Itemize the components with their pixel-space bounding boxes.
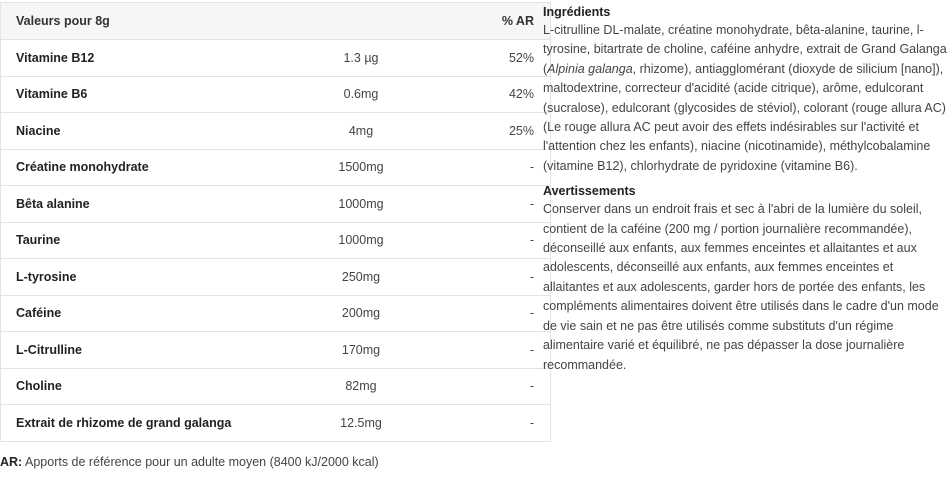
nutrient-ar: - [416, 405, 551, 442]
table-row [1, 368, 551, 405]
info-column [543, 4, 948, 375]
nutrient-amount: 4mg [306, 113, 416, 150]
nutrient-ar: - [416, 222, 551, 259]
warnings-section [543, 183, 948, 375]
nutrient-name: Niacine [1, 113, 307, 150]
nutrient-amount: 0.6mg [306, 76, 416, 113]
ingredients-text-italic: Alpinia galanga [547, 61, 633, 76]
nutrient-name: Choline [1, 368, 307, 405]
nutrient-amount: 250mg [306, 259, 416, 296]
nutrient-name: L-Citrulline [1, 332, 307, 369]
table-row [1, 332, 551, 369]
nutrient-ar: - [416, 332, 551, 369]
table-header-row [1, 3, 551, 40]
footnote [0, 455, 379, 469]
nutrient-ar: - [416, 259, 551, 296]
warnings-text: Conserver dans un endroit frais et sec à l'abri de la lumière du soleil, contient de la caféine (200 mg / portion journalière recommandée), déconseillé aux enfants, aux femmes enceintes et allaitantes et aux adolescents, déconseillé aux enfants, aux femmes enceintes et allaitantes et aux adolescents, garder hors de portée des enfants, les compléments alimentaires doivent être utilisés dans le cadre d'un mode de vie sain et ne pas être utilisés comme substituts d'un régime alimentaire varié et équilibré, ne pas dépasser la dose journalière recommandée. [543, 202, 939, 372]
nutrient-amount: 12.5mg [306, 405, 416, 442]
table-row [1, 76, 551, 113]
ingredients-section [543, 4, 948, 176]
nutrient-name: Extrait de rhizome de grand galanga [1, 405, 307, 442]
table-row [1, 186, 551, 223]
nutrient-name: Taurine [1, 222, 307, 259]
header-name: Valeurs pour 8g [1, 3, 307, 40]
table-row [1, 405, 551, 442]
nutrient-amount: 82mg [306, 368, 416, 405]
nutrient-name: Vitamine B12 [1, 40, 307, 77]
header-ar: % AR [416, 3, 551, 40]
nutrient-amount: 1500mg [306, 149, 416, 186]
header-amount [306, 3, 416, 40]
nutrient-amount: 170mg [306, 332, 416, 369]
ingredients-title: Ingrédients [543, 5, 611, 19]
ingredients-text [543, 21, 948, 176]
nutrient-ar: - [416, 295, 551, 332]
nutrient-ar: 25% [416, 113, 551, 150]
ingredients-text-start: L-citrulline DL-malate, créatine monohydrate, bêta-alanine, taurine, l-tyrosine, bitartrate de choline, caféine anhydre, extrait de Grand Galanga ( [543, 23, 947, 76]
nutrient-name: Bêta alanine [1, 186, 307, 223]
nutrient-amount: 200mg [306, 295, 416, 332]
table-row [1, 113, 551, 150]
footnote-text: Apports de référence pour un adulte moyen (8400 kJ/2000 kcal) [22, 455, 379, 469]
nutrition-table [0, 2, 551, 442]
table-row [1, 222, 551, 259]
table-row [1, 295, 551, 332]
nutrient-ar: - [416, 368, 551, 405]
nutrient-amount: 1000mg [306, 222, 416, 259]
nutrient-amount: 1.3 µg [306, 40, 416, 77]
nutrient-ar: 52% [416, 40, 551, 77]
nutrient-name: Caféine [1, 295, 307, 332]
nutrient-amount: 1000mg [306, 186, 416, 223]
table-row [1, 259, 551, 296]
nutrient-ar: 42% [416, 76, 551, 113]
ingredients-text-end: , rhizome), antiagglomérant (dioxyde de silicium [nano]), maltodextrine, correcteur d'acidité (acide citrique), arôme, edulcorant (sucralose), edulcorant (glycosides de stéviol), colorant (rouge allura AC)(Le rouge allura AC peut avoir des effets indésirables sur l'activité et l'attention chez les enfants), niacine (nicotinamide), méthylcobalamine (vitamine B12), chlorhydrate de pyridoxine (vitamine B6). [543, 61, 946, 173]
table-row [1, 149, 551, 186]
warnings-title: Avertissements [543, 184, 636, 199]
footnote-label: AR: [0, 455, 23, 469]
table-row [1, 40, 551, 77]
nutrient-name: L-tyrosine [1, 259, 307, 296]
nutrient-name: Créatine monohydrate [1, 149, 307, 186]
nutrient-ar: - [416, 186, 551, 223]
nutrient-name: Vitamine B6 [1, 76, 307, 113]
nutrient-ar: - [416, 149, 551, 186]
table-body [1, 40, 551, 442]
